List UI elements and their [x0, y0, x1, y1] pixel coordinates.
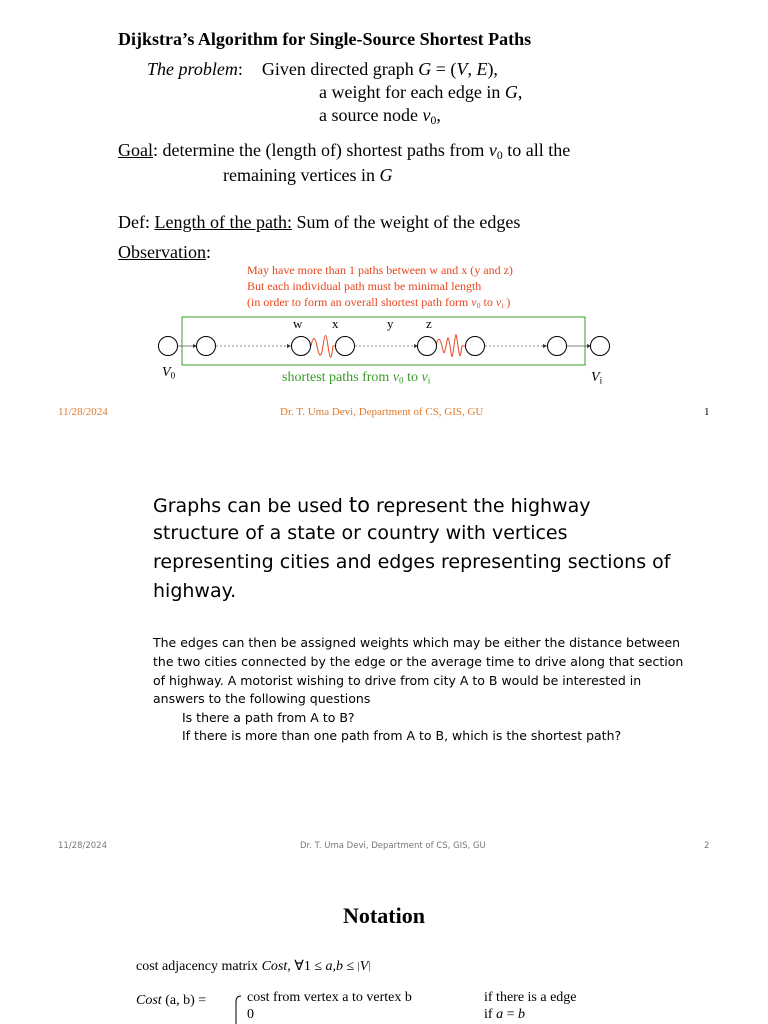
case-1-condition: if there is a edge [484, 990, 577, 1005]
label-v0: $V_0$ [162, 365, 176, 381]
arrowhead [543, 344, 547, 348]
para2-line-3: of highway. A motorist wishing to drive from city A to B would be interested in [153, 673, 642, 688]
footer-author: Dr. T. Uma Devi, Department of CS, GIS, GU [280, 406, 484, 418]
node-v0 [159, 337, 178, 356]
node-w [292, 337, 311, 356]
problem-line-2: a weight for each edge in G, [319, 82, 523, 102]
problem-line-3: a source node $v_0$, [319, 105, 441, 127]
para1-line-3: representing cities and edges representing sections of [153, 551, 671, 573]
node-y [418, 337, 437, 356]
node-1 [197, 337, 216, 356]
node-6 [548, 337, 567, 356]
problem-label: The problem [147, 59, 238, 79]
note-line-2: But each individual path must be minimal length [247, 279, 482, 293]
case-2-text: 0 [247, 1007, 254, 1022]
node-z [466, 337, 485, 356]
shortest-paths-caption: shortest paths from $v_0$ to $v_i$ [282, 370, 431, 386]
para2-line-1: The edges can then be assigned weights which may be either the distance between [153, 635, 681, 650]
path-box [182, 317, 585, 365]
node-vi [591, 337, 610, 356]
footer-page: 1 [704, 406, 710, 418]
slide-1-title: Dijkstra’s Algorithm for Single-Source Shortest Paths [118, 29, 532, 49]
arrowhead [287, 344, 291, 348]
para1-line-2: structure of a state or country with vertices [153, 522, 568, 544]
question-2: If there is more than one path from A to B, which is the shortest path? [182, 728, 622, 743]
label-y: y [387, 316, 394, 331]
definition-term: Length of the path: [154, 212, 292, 232]
case-1-text: cost from vertex a to vertex b [247, 990, 412, 1005]
footer-date: 11/28/2024 [58, 406, 108, 418]
squiggle-w-x [311, 336, 335, 358]
observation-label: Observation: [118, 242, 211, 262]
notation-title: Notation [343, 903, 425, 928]
label-z: z [426, 316, 432, 331]
footer-page-2: 2 [704, 841, 710, 851]
label-x: x [332, 316, 339, 331]
footer-date-2: 11/28/2024 [58, 841, 107, 851]
squiggle-y-z [436, 335, 466, 357]
path-diagram [150, 310, 620, 405]
para1-line-4: highway. [153, 580, 237, 602]
cost-function-label: Cost (a, b) = [136, 993, 207, 1008]
definition-line: Def: Length of the path: Sum of the weight of the edges [118, 212, 521, 232]
note-line-3: (in order to form an overall shortest path form $v_0$ to $v_i$ ) [247, 295, 511, 310]
para1-line-1: Graphs can be used to represent the highway [153, 493, 591, 517]
label-vi: $V_i$ [591, 370, 603, 386]
question-1: Is there a path from A to B? [182, 710, 355, 725]
case-2-condition: if a = b [484, 1007, 525, 1022]
problem-line-1: The problem: Given directed graph G = (V, E), [147, 59, 498, 79]
para2-line-2: the two cities connected by the edge or the average time to drive along that section [153, 654, 684, 669]
label-w: w [293, 316, 303, 331]
goal-label: Goal [118, 140, 153, 160]
cases-brace [231, 994, 243, 1024]
node-x [336, 337, 355, 356]
note-line-1: May have more than 1 paths between w and x (y and z) [247, 263, 513, 277]
footer-author-2: Dr. T. Uma Devi, Department of CS, GIS, GU [300, 841, 486, 851]
goal-line-2: remaining vertices in G [223, 165, 393, 185]
para2-line-4: answers to the following questions [153, 691, 371, 706]
cost-matrix-line: cost adjacency matrix Cost, ∀1 ≤ a,b ≤ |V| [136, 959, 371, 974]
goal-line-1: Goal: determine the (length of) shortest paths from $v_0$ to all the [118, 140, 571, 162]
